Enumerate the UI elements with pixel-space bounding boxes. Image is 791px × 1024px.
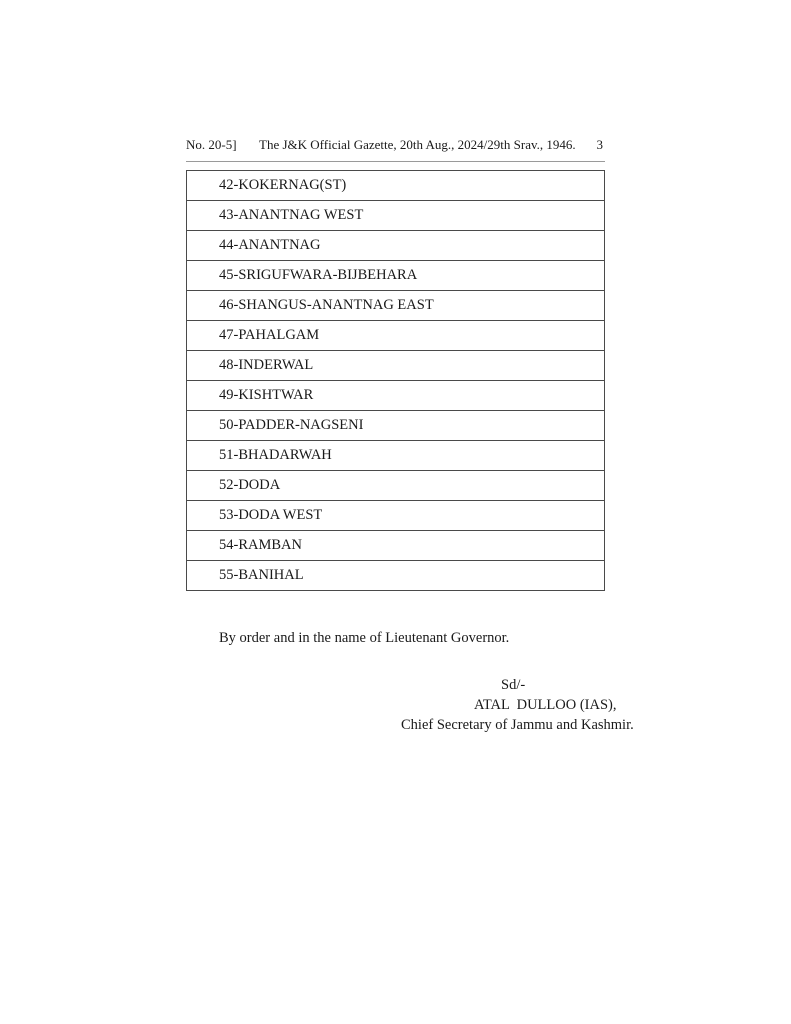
signatory-designation: Chief Secretary of Jammu and Kashmir. <box>401 717 634 733</box>
table-row <box>187 171 605 201</box>
order-statement: By order and in the name of Lieutenant Governor. <box>219 630 510 646</box>
table-row <box>187 261 605 291</box>
constituency-table-body <box>187 171 605 591</box>
table-row <box>187 291 605 321</box>
signature-mark: Sd/- <box>501 677 526 693</box>
table-row <box>187 561 605 591</box>
table-row <box>187 201 605 231</box>
constituency-cell: 44-ANANTNAG <box>187 231 605 261</box>
table-row <box>187 411 605 441</box>
table-row <box>187 501 605 531</box>
constituency-cell: 45-SRIGUFWARA-BIJBEHARA <box>187 261 605 291</box>
constituency-cell: 49-KISHTWAR <box>187 381 605 411</box>
constituency-cell: 42-KOKERNAG(ST) <box>187 171 605 201</box>
constituency-cell: 47-PAHALGAM <box>187 321 605 351</box>
constituency-cell: 54-RAMBAN <box>187 531 605 561</box>
table-row <box>187 471 605 501</box>
table-row <box>187 231 605 261</box>
signatory-name: ATAL DULLOO (IAS), <box>474 697 617 713</box>
table-row <box>187 531 605 561</box>
issue-number: No. 20-5] <box>186 137 237 152</box>
table-row <box>187 351 605 381</box>
table-row <box>187 441 605 471</box>
constituency-cell: 46-SHANGUS-ANANTNAG EAST <box>187 291 605 321</box>
table-row <box>187 381 605 411</box>
constituency-cell: 53-DODA WEST <box>187 501 605 531</box>
constituency-cell: 48-INDERWAL <box>187 351 605 381</box>
page-number: 3 <box>596 137 603 152</box>
gazette-title: The J&K Official Gazette, 20th Aug., 2024/29th Srav., 1946. <box>259 137 576 152</box>
table-row <box>187 321 605 351</box>
constituency-cell: 43-ANANTNAG WEST <box>187 201 605 231</box>
constituency-cell: 51-BHADARWAH <box>187 441 605 471</box>
header-divider <box>186 161 605 162</box>
constituency-cell: 52-DODA <box>187 471 605 501</box>
constituency-table <box>186 170 605 591</box>
page-header <box>186 137 605 153</box>
constituency-cell: 55-BANIHAL <box>187 561 605 591</box>
constituency-cell: 50-PADDER-NAGSENI <box>187 411 605 441</box>
